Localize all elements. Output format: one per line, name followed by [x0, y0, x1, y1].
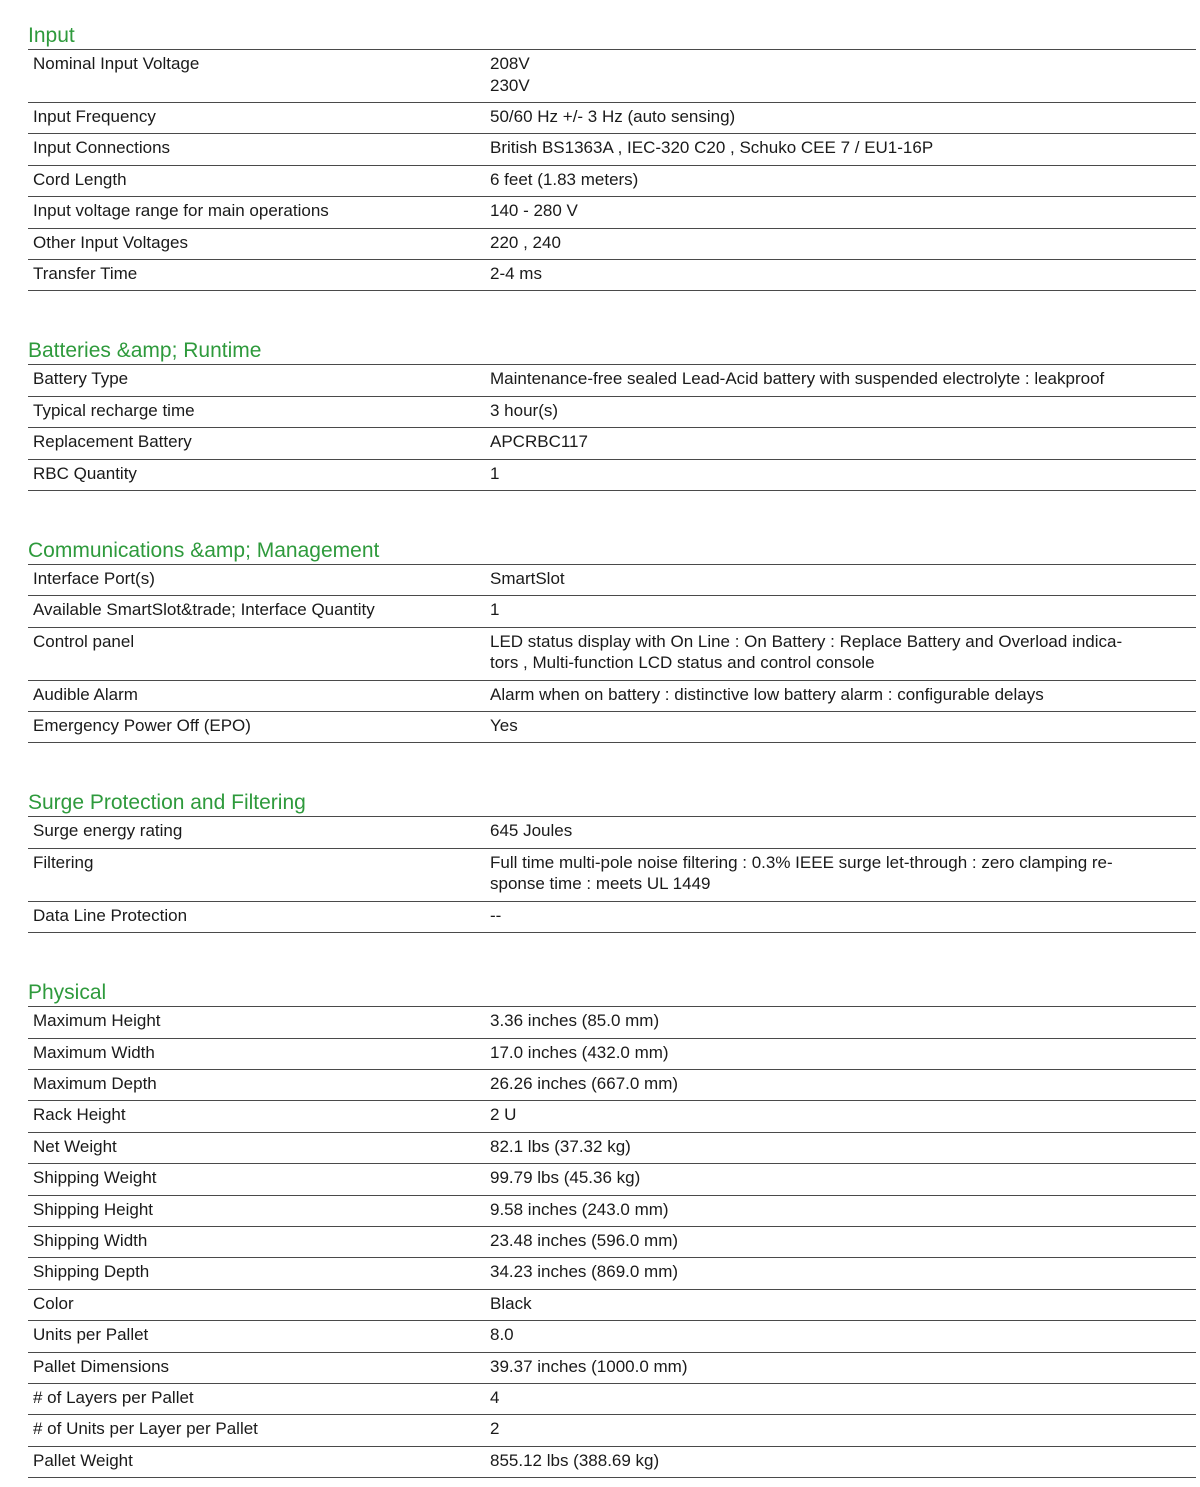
- spec-value: [490, 1321, 1196, 1351]
- spec-label: Input Frequency: [33, 107, 156, 126]
- spec-value-line: 3.36 inches (85.0 mm): [490, 1011, 660, 1031]
- spec-row: [28, 1164, 1196, 1195]
- spec-row: [28, 1070, 1196, 1101]
- spec-value-line: Maintenance-free sealed Lead-Acid battery with suspended electrolyte : leakproof: [490, 369, 1105, 389]
- spec-value-line: British BS1363A , IEC-320 C20 , Schuko CEE 7 / EU1-16P: [490, 138, 934, 158]
- spec-value-line: 230V: [490, 75, 530, 95]
- spec-value: [490, 229, 1196, 259]
- spec-value-line: Full time multi-pole noise filtering : 0.3% IEEE surge let-through : zero clamping re-: [490, 852, 1113, 872]
- spec-value-line: 9.58 inches (243.0 mm): [490, 1199, 669, 1219]
- spec-label: Net Weight: [33, 1136, 117, 1156]
- spec-row: [28, 1447, 1196, 1478]
- spec-value-line: --: [490, 905, 502, 925]
- spec-value-line: 99.79 lbs (45.36 kg): [490, 1168, 641, 1188]
- spec-value: [490, 1007, 1196, 1037]
- spec-section: [28, 535, 1196, 744]
- spec-row: [28, 428, 1196, 459]
- spec-label: Maximum Height: [33, 1011, 161, 1031]
- spec-row: [28, 1007, 1196, 1038]
- spec-row: [28, 365, 1196, 396]
- spec-value-line: 6 feet (1.83 meters): [490, 169, 639, 189]
- spec-value-line: 23.48 inches (596.0 mm): [490, 1230, 679, 1250]
- spec-label: Shipping Depth: [33, 1262, 150, 1282]
- spec-value-line: 2 U: [490, 1105, 517, 1125]
- spec-row: [28, 681, 1196, 712]
- spec-label: Units per Pallet: [33, 1325, 149, 1345]
- spec-row: [28, 1384, 1196, 1415]
- spec-value: [490, 365, 1196, 395]
- spec-row: [28, 565, 1196, 596]
- spec-value-line: 50/60 Hz +/- 3 Hz (auto sensing): [490, 107, 736, 126]
- spec-value-line: 1: [490, 600, 500, 620]
- spec-row: [28, 1039, 1196, 1070]
- spec-row: [28, 628, 1196, 681]
- spec-value-line: 39.37 inches (1000.0 mm): [490, 1356, 688, 1376]
- spec-value: [490, 197, 1196, 227]
- spec-row: [28, 712, 1196, 743]
- spec-row: [28, 134, 1196, 165]
- spec-row: [28, 1321, 1196, 1352]
- spec-value-line: 82.1 lbs (37.32 kg): [490, 1136, 631, 1156]
- spec-value: [490, 1353, 1196, 1383]
- spec-label: Available SmartSlot&trade; Interface Quantity: [33, 600, 375, 620]
- spec-row: [28, 260, 1196, 291]
- spec-value-line: 220 , 240: [490, 232, 561, 252]
- spec-value: [490, 166, 1196, 196]
- spec-value: [490, 817, 1196, 847]
- spec-value: [490, 628, 1196, 680]
- spec-row: [28, 103, 1196, 134]
- spec-value: [490, 428, 1196, 458]
- spec-value: [490, 1384, 1196, 1414]
- spec-value-line: tors , Multi-function LCD status and control console: [490, 653, 875, 673]
- spec-value-line: 17.0 inches (432.0 mm): [490, 1042, 669, 1062]
- spec-label: Shipping Width: [33, 1230, 148, 1250]
- spec-value-line: Yes: [490, 716, 518, 736]
- spec-label: Maximum Width: [33, 1042, 155, 1062]
- spec-value: [490, 1290, 1196, 1320]
- section-title: Communications &amp; Management: [28, 535, 1196, 565]
- spec-row: [28, 596, 1196, 627]
- spec-label: Shipping Weight: [33, 1168, 157, 1188]
- spec-label: Surge energy rating: [33, 821, 183, 841]
- spec-sheet: [28, 20, 1196, 1478]
- spec-row: [28, 1133, 1196, 1164]
- spec-row: [28, 1196, 1196, 1227]
- spec-value-line: 2-4 ms: [490, 263, 542, 283]
- spec-value: [490, 1039, 1196, 1069]
- spec-row: [28, 1101, 1196, 1132]
- spec-label: # of Layers per Pallet: [33, 1387, 194, 1407]
- spec-row: [28, 397, 1196, 428]
- spec-row: [28, 1227, 1196, 1258]
- spec-value: [490, 1101, 1196, 1131]
- spec-value: [490, 260, 1196, 290]
- spec-label: Pallet Weight: [33, 1450, 133, 1470]
- section-title: Input: [28, 20, 1196, 50]
- spec-value-line: LED status display with On Line : On Battery : Replace Battery and Overload indica-: [490, 631, 1123, 651]
- spec-value-line: 26.26 inches (667.0 mm): [490, 1074, 679, 1094]
- spec-label: Typical recharge time: [33, 400, 195, 420]
- section-title: Physical: [28, 977, 1196, 1007]
- section-title: Surge Protection and Filtering: [28, 787, 1196, 817]
- spec-label: Interface Port(s): [33, 568, 155, 588]
- spec-value-line: SmartSlot: [490, 568, 565, 588]
- spec-value: [490, 849, 1196, 901]
- spec-value-line: sponse time : meets UL 1449: [490, 874, 711, 894]
- spec-label: Data Line Protection: [33, 905, 188, 925]
- spec-value: [490, 565, 1196, 595]
- spec-label: Shipping Height: [33, 1199, 154, 1219]
- spec-value: [490, 1415, 1196, 1445]
- spec-row: [28, 229, 1196, 260]
- spec-label: Pallet Dimensions: [33, 1356, 170, 1376]
- spec-value: [490, 1227, 1196, 1257]
- spec-label: Control panel: [33, 631, 135, 651]
- spec-value: [490, 596, 1196, 626]
- spec-value: [490, 1196, 1196, 1226]
- spec-section: [28, 787, 1196, 933]
- spec-row: [28, 1258, 1196, 1289]
- spec-row: [28, 1290, 1196, 1321]
- spec-section: [28, 335, 1196, 491]
- spec-row: [28, 197, 1196, 228]
- spec-value-line: 34.23 inches (869.0 mm): [490, 1262, 679, 1282]
- spec-label: Audible Alarm: [33, 684, 138, 704]
- spec-row: [28, 849, 1196, 902]
- spec-value: [490, 50, 1196, 102]
- spec-value: [490, 1164, 1196, 1194]
- spec-value: [490, 134, 1196, 164]
- spec-value: [490, 1133, 1196, 1163]
- spec-label: Other Input Voltages: [33, 232, 188, 252]
- spec-value-line: 1: [490, 463, 500, 483]
- section-title: Batteries &amp; Runtime: [28, 335, 1196, 365]
- spec-value: [490, 460, 1196, 490]
- spec-label: Battery Type: [33, 369, 129, 389]
- spec-row: [28, 902, 1196, 933]
- spec-row: [28, 460, 1196, 491]
- spec-section: [28, 20, 1196, 291]
- spec-label: Rack Height: [33, 1105, 126, 1125]
- spec-value-line: 8.0: [490, 1325, 514, 1345]
- spec-row: [28, 817, 1196, 848]
- spec-label: Input Connections: [33, 138, 171, 158]
- spec-label: Replacement Battery: [33, 432, 192, 452]
- spec-label: Input voltage range for main operations: [33, 201, 329, 221]
- spec-row: [28, 166, 1196, 197]
- spec-value-line: 4: [490, 1387, 500, 1407]
- spec-label: RBC Quantity: [33, 463, 137, 483]
- spec-label: # of Units per Layer per Pallet: [33, 1419, 258, 1439]
- spec-value: [490, 681, 1196, 711]
- spec-label: Maximum Depth: [33, 1074, 157, 1094]
- spec-row: [28, 50, 1196, 103]
- spec-label: Emergency Power Off (EPO): [33, 716, 251, 736]
- spec-value-line: 645 Joules: [490, 821, 573, 841]
- spec-value-line: 855.12 lbs (388.69 kg): [490, 1450, 660, 1470]
- spec-label: Transfer Time: [33, 263, 138, 283]
- spec-label: Cord Length: [33, 169, 127, 189]
- spec-value-line: Alarm when on battery : distinctive low battery alarm : configurable delays: [490, 684, 1044, 704]
- spec-section: [28, 977, 1196, 1478]
- spec-value: [490, 103, 1196, 133]
- spec-value-line: 3 hour(s): [490, 400, 559, 420]
- spec-row: [28, 1415, 1196, 1446]
- spec-label: Color: [33, 1293, 74, 1313]
- spec-value-line: APCRBC117: [490, 432, 588, 452]
- spec-value: [490, 902, 1196, 932]
- spec-label: Nominal Input Voltage: [33, 54, 200, 73]
- spec-value-line: 140 - 280 V: [490, 201, 578, 221]
- spec-value: [490, 1070, 1196, 1100]
- spec-value: [490, 1447, 1196, 1477]
- spec-value: [490, 712, 1196, 742]
- spec-value-line: 2: [490, 1419, 500, 1439]
- spec-value-line: Black: [490, 1293, 532, 1313]
- spec-label: Filtering: [33, 852, 94, 872]
- spec-value-line: 208V: [490, 54, 530, 73]
- spec-row: [28, 1353, 1196, 1384]
- spec-value: [490, 1258, 1196, 1288]
- spec-value: [490, 397, 1196, 427]
